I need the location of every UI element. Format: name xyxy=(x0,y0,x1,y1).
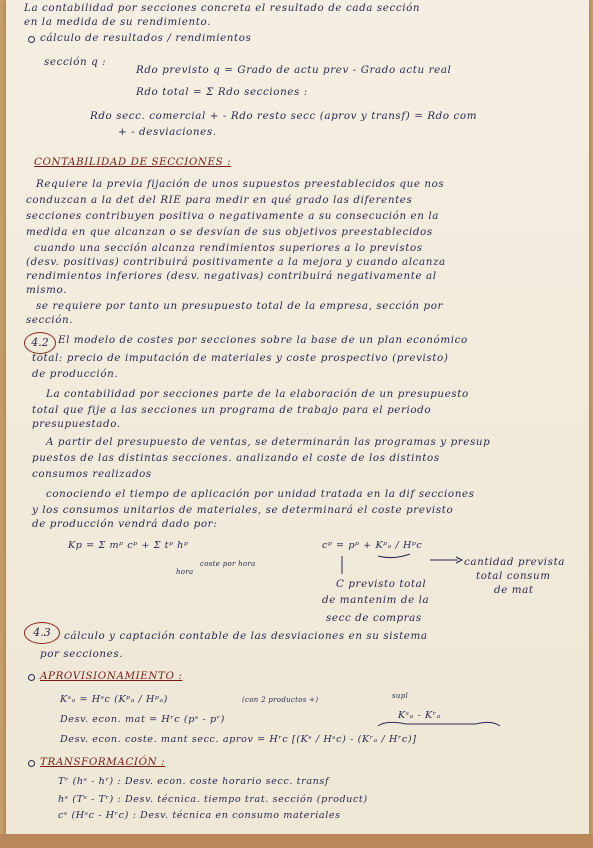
formula-line: Rdo secc. comercial + - Rdo resto secc (aprov y transf) = Rdo com xyxy=(90,110,478,122)
text-line: sección. xyxy=(26,314,74,326)
desk-surface xyxy=(0,834,593,848)
text-line: medida en que alcanzan o se desvían de sus objetivos preestablecidos xyxy=(26,226,433,238)
formula-line: cˢ (Hˢc - Hʳc) : Desv. técnica en consumo materiales xyxy=(58,810,341,821)
formula-kp: Kp = Σ mᵖ cᵖ + Σ tᵖ hᵖ xyxy=(68,540,189,551)
bullet-icon xyxy=(28,760,35,767)
text-line: (desv. positivas) contribuirá positivamente a la mejora y cuando alcanza xyxy=(26,256,446,268)
section-number-4-3: 4.3 xyxy=(24,622,60,644)
text-line: La contabilidad por secciones parte de la elaboración de un presupuesto xyxy=(46,388,469,400)
text-line: total que fije a las secciones un programa de trabajo para el periodo xyxy=(32,404,432,416)
text-line: por secciones. xyxy=(40,648,124,660)
text-line: Requiere la previa fijación de unos supuestos preestablecidos que nos xyxy=(36,178,445,190)
text-line: y los consumos unitarios de materiales, se determinará el coste previsto xyxy=(32,504,454,516)
text-line: se requiere por tanto un presupuesto total de la empresa, sección por xyxy=(36,300,444,312)
brace-mark xyxy=(6,700,589,736)
formula-line: Rdo previsto q = Grado de actu prev - Grado actu real xyxy=(136,64,452,76)
section-heading: APROVISIONAMIENTO : xyxy=(40,670,183,682)
text-line: consumos realizados xyxy=(32,468,152,480)
text-line: A partir del presupuesto de ventas, se determinarán las programas y presup xyxy=(46,436,491,448)
annotation: secc de compras xyxy=(326,612,422,624)
text-line: La contabilidad por secciones concreta el resultado de cada sección xyxy=(24,2,421,14)
annotation: C previsto total xyxy=(336,578,427,590)
annotation-arrows xyxy=(6,0,589,640)
text-line: cálculo y captación contable de las desviaciones en su sistema xyxy=(64,630,428,642)
text-line: de producción vendrá dado por: xyxy=(32,518,218,530)
text-line: puestos de las distintas secciones. analizando el coste de los distintos xyxy=(32,452,440,464)
formula-line: Kˢₐ = Hˢc (Kᵖₐ / Hᵖₐ) xyxy=(60,694,168,705)
annotation: de mantenim de la xyxy=(322,594,430,606)
text-line: conociendo el tiempo de aplicación por unidad tratada en la dif secciones xyxy=(46,488,475,500)
formula-line: hˢ (Tˢ - Tʳ) : Desv. técnica. tiempo trat. sección (product) xyxy=(58,794,368,805)
text-line: secciones contribuyen positiva o negativamente a su consecución en la xyxy=(26,210,439,222)
bullet-icon xyxy=(28,674,35,681)
formula-line: Desv. econ. coste. mant secc. aprov = Hʳc [(Kˢ / Hˢc) - (Kʳₐ / Hʳc)] xyxy=(60,734,417,745)
formula-line: Tʳ (hˢ - hʳ) : Desv. econ. coste horario secc. transf xyxy=(58,776,330,787)
formula-line: Rdo total = Σ Rdo secciones : xyxy=(136,86,308,98)
text-line: cálculo de resultados / rendimientos xyxy=(40,32,252,44)
text-line: presupuestado. xyxy=(32,418,121,430)
text-line: de producción. xyxy=(32,368,119,380)
notebook-page xyxy=(6,0,589,836)
formula-note: supl xyxy=(392,692,409,700)
text-line: conduzcan a la det del RIE para medir en qué grado las diferentes xyxy=(26,194,413,206)
annotation: de mat xyxy=(494,584,534,596)
formula-note: coste por hora xyxy=(200,560,256,568)
section-heading: TRANSFORMACIÓN : xyxy=(40,756,166,768)
text-line: rendimientos inferiores (desv. negativas) contribuirá negativamente al xyxy=(26,270,437,282)
text-line: mismo. xyxy=(26,284,67,296)
formula-note: hora xyxy=(176,568,194,576)
section-heading: CONTABILIDAD DE SECCIONES : xyxy=(34,156,232,168)
text-line: en la medida de su rendimiento. xyxy=(24,16,211,28)
formula-note: (con 2 productos +) xyxy=(242,696,319,704)
formula-line: Desv. econ. mat = Hʳc (pˢ - pʳ) xyxy=(60,714,225,725)
formula-line: + - desviaciones. xyxy=(118,126,217,138)
text-line: El modelo de costes por secciones sobre la base de un plan económico xyxy=(58,334,468,346)
formula-line: Kˢₐ - Kʳₐ xyxy=(398,710,441,721)
annotation: cantidad prevista xyxy=(464,556,566,568)
section-number-4-2: 4.2 xyxy=(24,332,56,354)
formula-cp: cᵖ = pᵖ + Kᵖₐ / Hᵖc xyxy=(322,540,423,551)
text-line: total: precio de imputación de materiales y coste prospectivo (previsto) xyxy=(32,352,449,364)
text-line: sección q : xyxy=(44,56,107,68)
annotation: total consum xyxy=(476,570,551,582)
text-line: cuando una sección alcanza rendimientos superiores a lo previstos xyxy=(34,242,423,254)
